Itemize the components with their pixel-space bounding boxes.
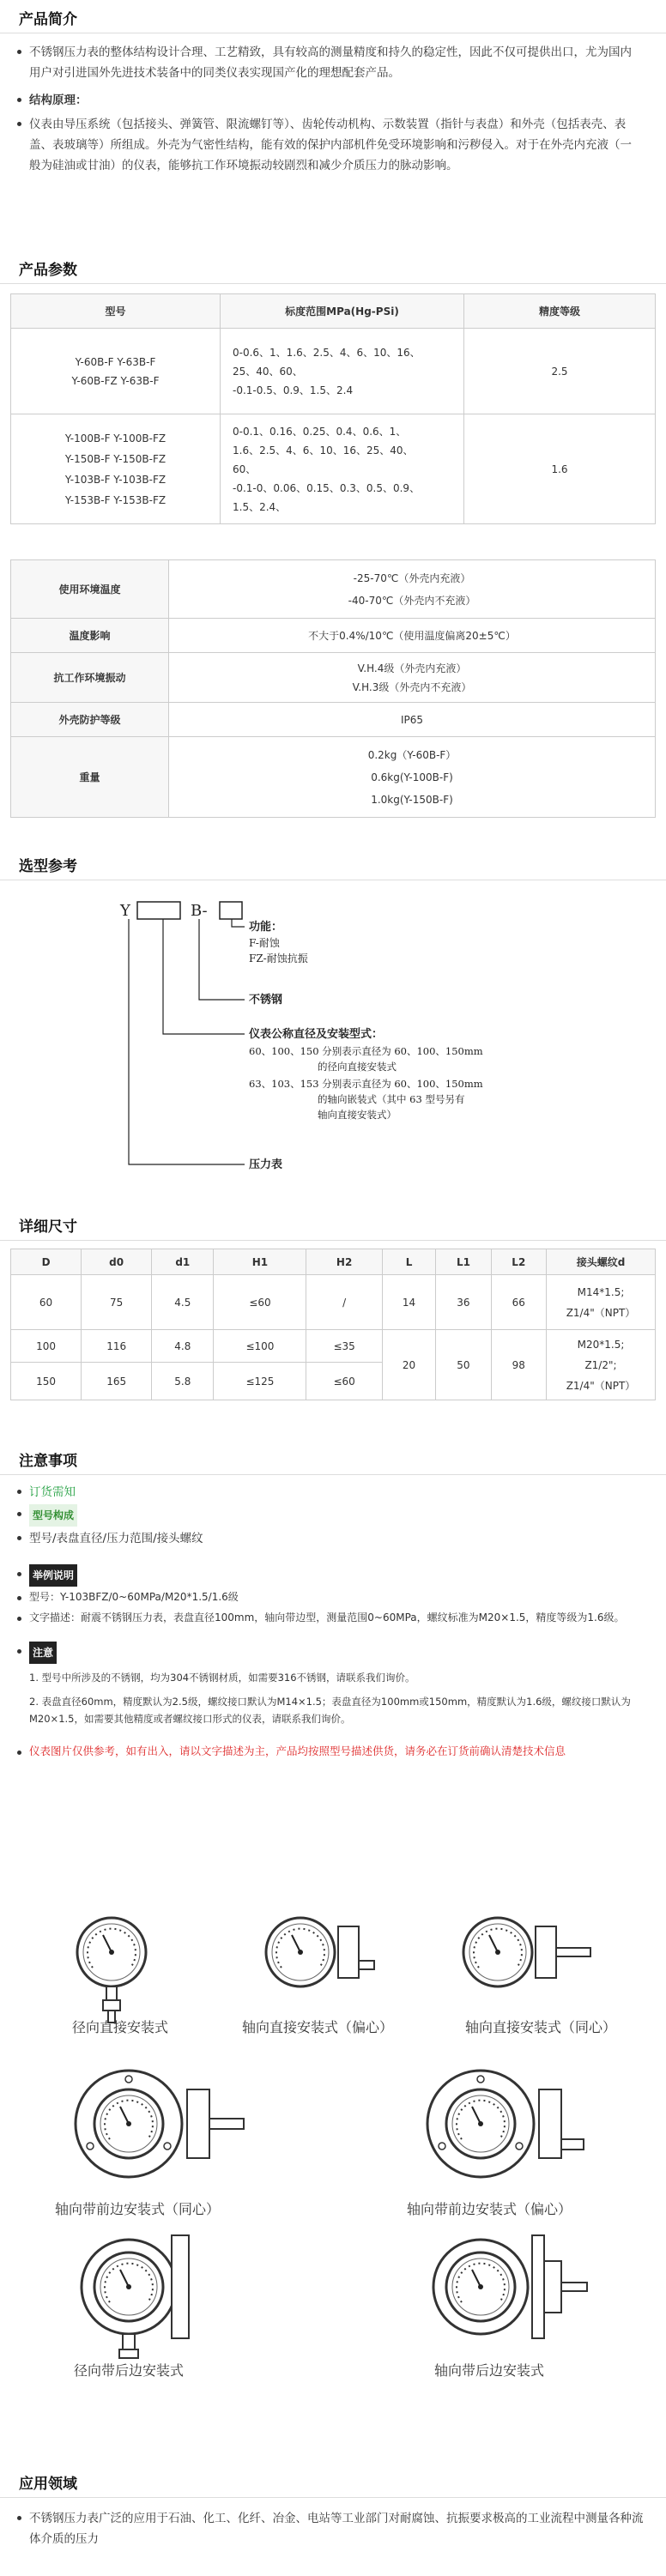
environment-table <box>10 559 656 818</box>
gauge-radial-direct <box>77 1918 146 2023</box>
intro-section <box>0 7 666 176</box>
gauge-front-flange-concentric <box>76 2071 244 2177</box>
mounting-figures <box>0 1909 666 2390</box>
gauge-radial-rear-flange <box>82 2235 189 2358</box>
dims-header: d1 <box>152 1249 214 1275</box>
models-cell: Y-100B-F Y-100B-FZ Y-150B-F Y-150B-FZ Y-103B-F Y-103B-FZ Y-153B-F Y-153B-FZ <box>11 414 221 524</box>
caption-radial-rear-flange: 径向带后边安装式 <box>73 2362 184 2379</box>
selection-heading: 选型参考 <box>0 854 666 880</box>
structure-label: 结构原理： <box>0 90 666 111</box>
code-y: Y <box>120 902 130 920</box>
dims-header: 接头螺纹d <box>547 1249 656 1275</box>
env-label: 抗工作环境振动 <box>11 653 169 703</box>
env-value: 0.2kg（Y-60B-F） 0.6kg(Y-100B-F) 1.0kg(Y-150B-F) <box>169 737 656 818</box>
params-section <box>0 257 666 806</box>
dims-header: H2 <box>306 1249 382 1275</box>
header-model: 型号 <box>11 294 221 329</box>
dia-line: 的径向直接安装式 <box>318 1061 397 1073</box>
caption-axial-concentric: 轴向直接安装式（同心） <box>464 2019 616 2035</box>
func-line: F-耐蚀 <box>249 937 280 949</box>
dia-line: 轴向直接安装式） <box>318 1109 397 1121</box>
dims-header: D <box>11 1249 82 1275</box>
application-section <box>0 2471 666 2549</box>
params-heading: 产品参数 <box>0 257 666 284</box>
example-model: 型号：Y-103BFZ/0~60MPa/M20*1.5/1.6级 <box>0 1588 666 1605</box>
header-range: 标度范围MPa(Hg-PSi) <box>221 294 464 329</box>
func-label: 功能： <box>249 921 283 934</box>
env-label: 温度影响 <box>11 619 169 653</box>
params-table <box>10 293 656 524</box>
selection-diagram <box>0 854 666 1197</box>
example-tag: 举例说明 <box>29 1564 77 1587</box>
dia-line: 的轴向嵌装式（其中 63 型号另有 <box>318 1093 465 1105</box>
range-cell: 0-0.1、0.16、0.25、0.4、0.6、1、 1.6、2.5、4、6、10、16、25、40、 60、 -0.1-0、0.06、0.15、0.3、0.5、0.9、 1.5、2.4、 <box>221 414 464 524</box>
caption-axial-rear-flange: 轴向带后边安装式 <box>433 2362 544 2379</box>
env-label: 外壳防护等级 <box>11 703 169 737</box>
env-value: V.H.4级（外壳内充液） V.H.3级（外壳内不充液） <box>169 653 656 703</box>
caption-axial-eccentric: 轴向直接安装式（偏心） <box>241 2019 393 2035</box>
grade-cell: 1.6 <box>464 414 656 524</box>
steel-label: 不锈钢 <box>249 994 283 1007</box>
env-value: -25-70℃（外壳内充液） -40-70℃（外壳内不充液） <box>169 560 656 619</box>
application-heading: 应用领域 <box>0 2471 666 2498</box>
code-b: B- <box>191 902 208 920</box>
dims-header: H1 <box>214 1249 306 1275</box>
caption-radial-direct: 径向直接安装式 <box>71 2019 168 2035</box>
header-grade: 精度等级 <box>464 294 656 329</box>
notice-1: 1. 型号中所涉及的不锈钢，均为304不锈钢材质，如需要316不锈钢，请联系我们询价。 <box>29 1672 415 1684</box>
example-text: 文字描述：耐震不锈钢压力表，表盘直径100mm，轴向带边型，测量范围0~60MPa，螺纹标准为M20×1.5，精度等级为1.6级。 <box>0 1609 640 1626</box>
gauge-axial-concentric <box>463 1918 590 1986</box>
dims-header: L <box>382 1249 435 1275</box>
selection-section <box>0 854 666 1197</box>
env-label: 重量 <box>11 737 169 818</box>
dims-header: d0 <box>82 1249 152 1275</box>
intro-heading: 产品简介 <box>0 7 666 33</box>
code-box-func <box>220 902 242 919</box>
intro-paragraph: 不锈钢压力表的整体结构设计合理、工艺精致，具有较高的测量精度和持久的稳定性，因此不仅可提供出口，尤为国内用户对引进国外先进技术装备中的同类仪表实现国产化的理想配套产品。 <box>0 42 640 83</box>
model-tag: 型号构成 <box>29 1504 77 1527</box>
code-box-size <box>137 902 180 919</box>
dims-header: L1 <box>436 1249 491 1275</box>
table-row: 150 165 5.8 ≤125 ≤60 <box>11 1363 656 1400</box>
table-row: 100 116 4.8 ≤100 ≤35 20 50 98 M20*1.5; Z1/2"; Z1/4"（NPT） <box>11 1330 656 1363</box>
gauge-axial-rear-flange <box>433 2235 587 2338</box>
leader-lines <box>129 919 245 1164</box>
dims-table <box>10 1249 656 1400</box>
table-row: 60 75 4.5 ≤60 / 14 36 66 M14*1.5; Z1/4"（NPT） <box>11 1275 656 1330</box>
env-value: IP65 <box>169 703 656 737</box>
notes-section <box>0 1448 666 1760</box>
gauge-label: 压力表 <box>249 1158 283 1171</box>
env-label: 使用环境温度 <box>11 560 169 619</box>
dims-header: L2 <box>491 1249 546 1275</box>
dia-line: 63、103、153 分别表示直径为 60、100、150mm <box>249 1078 483 1090</box>
gauge-axial-eccentric <box>266 1918 374 1986</box>
dims-heading: 详细尺寸 <box>0 1214 666 1241</box>
func-line: FZ-耐蚀抗振 <box>249 952 308 964</box>
caption-front-flange-concentric: 轴向带前边安装式（同心） <box>54 2201 220 2217</box>
application-text: 不锈钢压力表广泛的应用于石油、化工、化纤、冶金、电站等工业部门对耐腐蚀、抗振要求极高的工业流程中测量各种流体介质的压力 <box>0 2508 647 2549</box>
notes-heading: 注意事项 <box>0 1448 666 1475</box>
caption-front-flange-eccentric: 轴向带前边安装式（偏心） <box>406 2201 572 2217</box>
models-cell: Y-60B-F Y-63B-F Y-60B-FZ Y-63B-F <box>11 329 221 414</box>
dia-line: 60、100、150 分别表示直径为 60、100、150mm <box>249 1045 483 1057</box>
notice-2: 2. 表盘直径60mm，精度默认为2.5级，螺纹接口默认为M14×1.5；表盘直径为100mm或150mm，精度默认为1.6级，螺纹接口默认为M20×1.5，如需要其他精度或者螺纹接口形式的仪表，请联系我们询价。 <box>29 1696 631 1725</box>
dims-section <box>0 1214 666 1392</box>
warning-text: 仪表图片仅供参考，如有出入，请以文字描述为主，产品均按照型号描述供货，请务必在订货前确认清楚技术信息 <box>0 1743 640 1760</box>
model-text: 型号/表盘直径/压力范围/接头螺纹 <box>0 1528 666 1549</box>
env-value: 不大于0.4%/10℃（使用温度偏离20±5℃） <box>169 619 656 653</box>
notice-tag: 注意 <box>29 1642 57 1664</box>
order-label: 订货需知 <box>0 1482 666 1503</box>
structure-paragraph: 仪表由导压系统（包括接头、弹簧管、限流螺钉等）、齿轮传动机构、示数装置（指针与表盘）和外壳（包括表壳、表盖、表玻璃等）所组成。外壳为气密性结构，能有效的保护内部机件免受环境影响和污秽侵入。对于在外壳内充液（一般为硅油或甘油）的仪表，能够抗工作环境振动较剧烈和减少介质压力的脉动影响。 <box>0 114 640 176</box>
range-cell: 0-0.6、1、1.6、2.5、4、6、10、16、 25、40、60、 -0.1-0.5、0.9、1.5、2.4 <box>221 329 464 414</box>
dia-label: 仪表公称直径及安装型式： <box>249 1028 384 1041</box>
grade-cell: 2.5 <box>464 329 656 414</box>
gauge-front-flange-eccentric <box>427 2071 584 2177</box>
